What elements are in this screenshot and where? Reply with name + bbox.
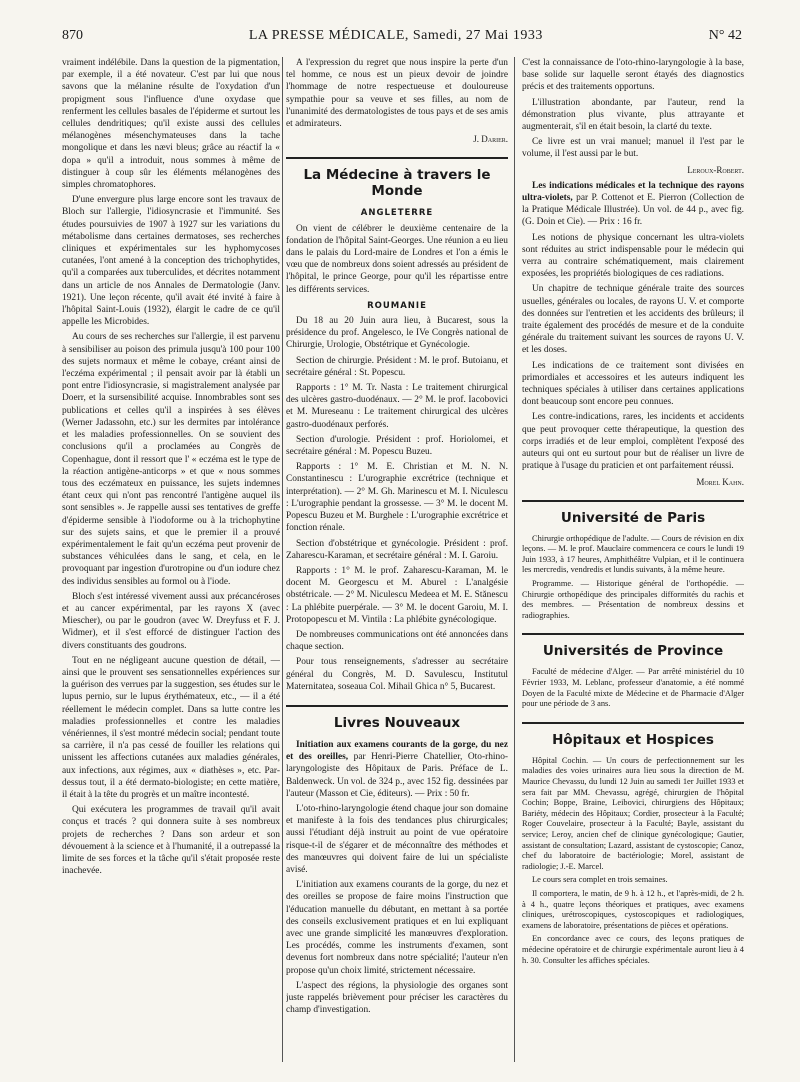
- paragraph: Section d'urologie. Président : prof. Horiolomei, et secrétaire général : M. Popescu Buzeu.: [286, 434, 508, 458]
- signature: Morel Kahn.: [696, 476, 744, 487]
- book-entry: [522, 180, 744, 229]
- section-title: Hôpitaux et Hospices: [522, 722, 744, 748]
- column-1: [62, 57, 280, 1062]
- paragraph: Les contre-indications, rares, les incidents et accidents que peut provoquer cette thérapeutique, la question des corps irradiés et de leur emploi, complètent l'exposé des auteurs qui ont eu surtout pour but de réaliser un livre de pratique à l'usage du praticien et ont parfaitement réussi.: [522, 412, 744, 472]
- paragraph: L'initiation aux examens courants de la gorge, du nez et des oreilles se propose de faire moins l'instruction que l'éducation manuelle du débutant, en mettant à sa portée des conseils exclusivement pratiques et en lui expliquant avec une grande simplicité les manœuvres d'exploration. Les procédés, comme les instruments d'examen, sont devenus fort nombreux dans notre spécialité; l'auteur n'en propose qu'un choix limité, strictement nécessaire.: [286, 880, 508, 976]
- paragraph: Rapports : 1° M. Tr. Nasta : Le traitement chirurgical des ulcères gastro-duodénaux. — 2° M. le prof. Iacobovici et M. Mureseanu : Le traitement chirurgical des ulcères gastro-duodénaux perforés.: [286, 383, 508, 430]
- column-divider: [514, 57, 515, 1062]
- paragraph: On vient de célébrer le deuxième centenaire de la fondation de l'hôpital Saint-Georges. Une réunion a eu lieu dans le palais du Lord-maire de Londres et l'on a émis le vœu que de nombreux dons soient adressés au président de l'hôpital, le prince George, pour qu'il les répartisse entre les différents services.: [286, 223, 508, 295]
- issue-number: N° 42: [708, 28, 742, 43]
- column-divider: [282, 57, 283, 1062]
- section-title: Université de Paris: [522, 500, 744, 526]
- journal-title: LA PRESSE MÉDICALE, Samedi, 27 Mai 1933: [248, 28, 543, 43]
- paragraph: En concordance avec ce cours, des leçons pratiques de médecine opératoire et de chirurgie expérimentale auront lieu à 4 h. 30. Consulter les affiches spéciales.: [522, 934, 744, 965]
- paragraph: Section d'obstétrique et gynécologie. Président : prof. Zaharescu-Karaman, et secrétaire général : M. I. Garoiu.: [286, 538, 508, 561]
- paragraph: Bloch s'est intéressé vivement aussi aux précancéroses et au cancer expérimental, par les rayons X (avec Miescher), ou par le goudron (avec W. Dreyfuss et F. J. Widmer), et il s'est efforcé de distinguer l'action des divers constituants des goudrons.: [62, 591, 280, 651]
- paragraph: Chirurgie orthopédique de l'adulte. — Cours de révision en dix leçons. — M. le prof. Mauclaire commencera ce cours le lundi 19 Juin 1933, à 17 heures, Amphithéâtre Vulpian, et il le continuera les mercredis, vendredis et lundis suivants, à la même heure.: [522, 533, 744, 575]
- column-2: [286, 57, 508, 1062]
- paragraph: vraiment indélébile. Dans la question de la pigmentation, par exemple, il a été novateur. C'est par lui que nous savons que la mélanine résulte de l'oxydation d'un propigment sous l'influence d'une oxydase que renferment les cellules basales de l'épiderme et surtout les cellules dendritiques; qu'il existe aussi des cellules mélanogènes mésenchymateuses dans la tache mongolique et dans les nævi bleus; grâce au réactif la « dopa » qu'il a introduit, nous sommes à même de distinguer à coup sûr les éléments mélanogènes des simples chromatophores.: [62, 58, 280, 191]
- paragraph: L'illustration abondante, par l'auteur, rend la démonstration plus vivante, plus attrayante et augmenterait, s'il en était besoin, la clarté du texte.: [522, 97, 744, 133]
- page-number: 870: [62, 28, 83, 43]
- paragraph: Rapports : 1° M. E. Christian et M. N. N. Constantinescu : L'urographie excrétrice (technique et interprétation). — 2° M. Gh. Marinescu et M. I. Niculescu : L'urographie pendant la grossesse. — 3° M. le docent M. Popescu Buzeu et M. Burghele : L'urographie excrétrice et fonction rénale.: [286, 462, 508, 534]
- paragraph: D'une envergure plus large encore sont les travaux de Bloch sur l'allergie, l'idiosyncrasie et l'immunité. Ses études poursuivies de 1907 à 1927 sur les variations du métabolisme dans certaines dermatoses, ses recherches cliniques et expérimentales sur les hyphomycoses cutanées, l'ont amené à la conception des trichophytides, qu'il a comparées aux tuberculides, et décrites notamment dans un article de nos Annales de Dermatologie (Janv. 1921). Une leçon récente, qu'il avait été invité à faire à l'hôpital Saint-Louis (1932), élargit le cadre de ce qu'il appelle les Microbides.: [62, 195, 280, 328]
- paragraph: Du 18 au 20 Juin aura lieu, à Bucarest, sous la présidence du prof. Angelesco, le IVe Congrès national de Chirurgie, Urologie, Obstétrique et Gynécologie.: [286, 316, 508, 351]
- paragraph: Les notions de physique concernant les ultra-violets sont réduites au strict indispensable pour le médecin qui verra au contraire schématiquement, mais clairement exposées, les propriétés biologiques de ces radiations.: [522, 232, 744, 280]
- signature: Leroux-Robert.: [687, 164, 744, 175]
- paragraph: Au cours de ses recherches sur l'allergie, il est parvenu à sensibiliser au poison des primula jusqu'à 100 pour 100 des sujets normaux et même le cobaye, créant ainsi de l'eczéma expérimental ; il pensait avoir par là établi un pont entre l'idiosyncrasie, si magistralement analysée par Doerr, et la sursensibilité acquise. Innombrables sont ses publications et celles qu'il a inspirées à ses élèves (Werner Jadassohn, etc.) sur les dermites par intolérance et les maladies professionnelles. On se souvient des conclusions qu'il a proclamées au Congrès de Copenhague, dont il ressort que l' « eczéma est le type de la réaction antigène-anticorps » et que « nous sommes tous des eczémateux en puissance, les sujets indemnes étant ceux qui n'ont pas rencontré l'antigène auquel ils sont sensibles ». Je rappelle aussi ses tentatives de greffe d'épiderme sensible à l'iodoforme ou à la trichophytine sur des sujets sains, et que le premier il a prouvé expérimentalement le fait qu'un eczéma peut provenir de substances véhiculées dans le sang, et cela, en le provoquant par ingestion d'urotropine ou d'un iodure chez des individus sensibles au formol ou à l'iode.: [62, 332, 280, 587]
- paragraph: L'oto-rhino-laryngologie étend chaque jour son domaine et manifeste à la fois des tendances plus chirurgicales; aussi l'étudiant déjà instruit au point de vue opératoire risque-t-il de s'égarer et de méconnaître des méthodes et des manœuvres qui doivent faire de lui un spécialiste avisé.: [286, 803, 508, 875]
- section-title: Universités de Province: [522, 633, 744, 659]
- paragraph: Hôpital Cochin. — Un cours de perfectionnement sur les maladies des voies urinaires aura lieu sous la direction de M. Maurice Chevassu, du lundi 12 Juin au samedi 1er Juillet 1933 et sera fait par MM. Chevassu, agrégé, chirurgien de l'hôpital Cochin; Boppe, Braine, Leibovici, chirurgiens des Hôpitaux; Bariéty, médecin des Hôpitaux; Cordier, prosecteur à la Faculté; Roger Couvelaire, prosecteur à la Faculté; Bayle, assistant du service; Leroy, ancien chef de clinique gynécologique; Gautier, assistant de consultation; Lazard, assistant de cystoscopie; Canoz, chef du laboratoire de bactériologie; Morel, assistant de radiologie; J.-E. Marcel.: [522, 755, 744, 871]
- book-publication: par P. Cottenot et E. Pierron (Collection de la Pratique Médicale Illustrée). Un vol. de 44 p., avec fig. (G. Doin et Cie). — Prix : 16 fr.: [522, 193, 744, 228]
- book-title: Les indications médicales et la technique des rayons ultra-violets,: [522, 180, 744, 204]
- paragraph: L'aspect des régions, la physiologie des organes sont juste rappelés brièvement pour préciser les caractères du champ d'investigation.: [286, 980, 508, 1016]
- paragraph: Qui exécutera les programmes de travail qu'il avait conçus et tracés ? qui donnera suite à ses nombreux projets de recherches ? Dans son ardeur et son dévouement à la science et à l'humanité, il a outrepassé la limite de ses forces et la tâche qu'il s'était proposée reste inachevée.: [62, 805, 280, 877]
- paragraph: Section de chirurgie. Président : M. le prof. Butoianu, et secrétaire général : St. Popescu.: [286, 355, 508, 378]
- paragraph: Tout en ne négligeant aucune question de détail, — ainsi que le prouvent ses sensationnelles expériences sur la guérison des verrues par la suggestion, ses études sur le lupus pernio, sur le lupus érythémateux, etc., — il a été réellement le médecin complet. Dans sa lutte contre les maladies professionnelles et contre les maladies vénériennes, il s'est montré médecin social; pendant toute sa carrière, il n'a pas cessé de fouiller les relations qui unissent les affections cutanées aux maladies générales, aux infections, aux régimes, aux « diathèses », etc. Par-dessus tout, il a été dermato-biologiste; en cette matière, il était à la tête du progrès et un maître incontesté.: [62, 655, 280, 800]
- book-publication: par Henri-Pierre Chatellier, Oto-rhino-laryngologiste des Hôpitaux de Paris. Préface de L. Baldenweck. Un vol. de 324 p., avec 152 fig. dessinées par l'auteur (Masson et Cie, éditeurs). — Prix : 50 fr.: [286, 752, 508, 799]
- paragraph: Un chapitre de technique générale traite des sources usuelles, générales ou locales, de rayons U. V. et comporte des données sur l'entretien et les accidents des brûleurs; il traite également des procédés de mesure et de la conduite générale du traitement suivant les sources de rayons U. V. et les doses.: [522, 284, 744, 356]
- paragraph: A l'expression du regret que nous inspire la perte d'un tel homme, ce nous est un pieux devoir de joindre l'hommage de notre respectueuse et douloureuse sympathie pour sa veuve et ses filles, au nom de l'unanimité des dermatologistes de tous pays et de ses amis et admirateurs.: [286, 58, 508, 130]
- signature: J. Darier.: [473, 134, 508, 145]
- paragraph: Rapports : 1° M. le prof. Zaharescu-Karaman, M. le docent M. Georgescu et M. Aburel : L'analgésie obstétricale. — 2° M. Niculescu Medeea et M. E. Stănescu : La phlébite puerpérale. — 3° M. le docent Garoiu, M. I. Protopopescu et M. Vintila : La phlébite gynécologique.: [286, 565, 508, 625]
- paragraph: C'est la connaissance de l'oto-rhino-laryngologie à la base, base solide sur laquelle seront étayés des diagnostics précis et des traitements opportuns.: [522, 58, 744, 93]
- subsection-title: ANGLETERRE: [360, 208, 434, 219]
- section-title: Livres Nouveaux: [286, 705, 508, 731]
- paragraph: Les indications de ce traitement sont divisées en primordiales et accessoires et les auteurs indiquent les techniques spéciales à utiliser dans certaines applications dont beaucoup sont encore peu connues.: [522, 360, 744, 408]
- paragraph: De nombreuses communications ont été annoncées dans chaque section.: [286, 629, 508, 653]
- paragraph: Faculté de médecine d'Alger. — Par arrêté ministériel du 10 Février 1933, M. Leblanc, professeur d'anatomie, a été nommé Doyen de la Faculté mixte de Médecine et de Pharmacie d'Alger pour une période de 3 ans.: [522, 667, 744, 709]
- subsection-title: ROUMANIE: [367, 300, 427, 311]
- column-3: [522, 57, 744, 1062]
- paragraph: Programme. — Historique général de l'orthopédie. — Chirurgie orthopédique des principales difformités du rachis et des membres. — Présentation de nombreux dessins et radiographies.: [522, 579, 744, 620]
- page-header: [62, 28, 742, 46]
- paragraph: Il comportera, le matin, de 9 h. à 12 h., et l'après-midi, de 2 h. à 4 h., quatre leçons théoriques et pratiques, avec examens cliniques, urétroscopiques, cystoscopiques et radiologiques, examens de laboratoire, présentations de pièces et opérations.: [522, 888, 744, 930]
- section-title: La Médecine à travers le Monde: [286, 157, 508, 199]
- paragraph: Pour tous renseignements, s'adresser au secrétaire général du Congrès, M. D. Savulescu, Institutul Maternitatea, soseaua Col. Mihail Ghica n° 5, Bucarest.: [286, 657, 508, 692]
- paragraph: Le cours sera complet en trois semaines.: [532, 875, 668, 885]
- book-title: Initiation aux examens courants de la gorge, du nez et des oreilles,: [286, 739, 508, 763]
- book-entry: [286, 739, 508, 800]
- paragraph: Ce livre est un vrai manuel; manuel il l'est par le volume, il l'est aussi par le but.: [522, 137, 744, 160]
